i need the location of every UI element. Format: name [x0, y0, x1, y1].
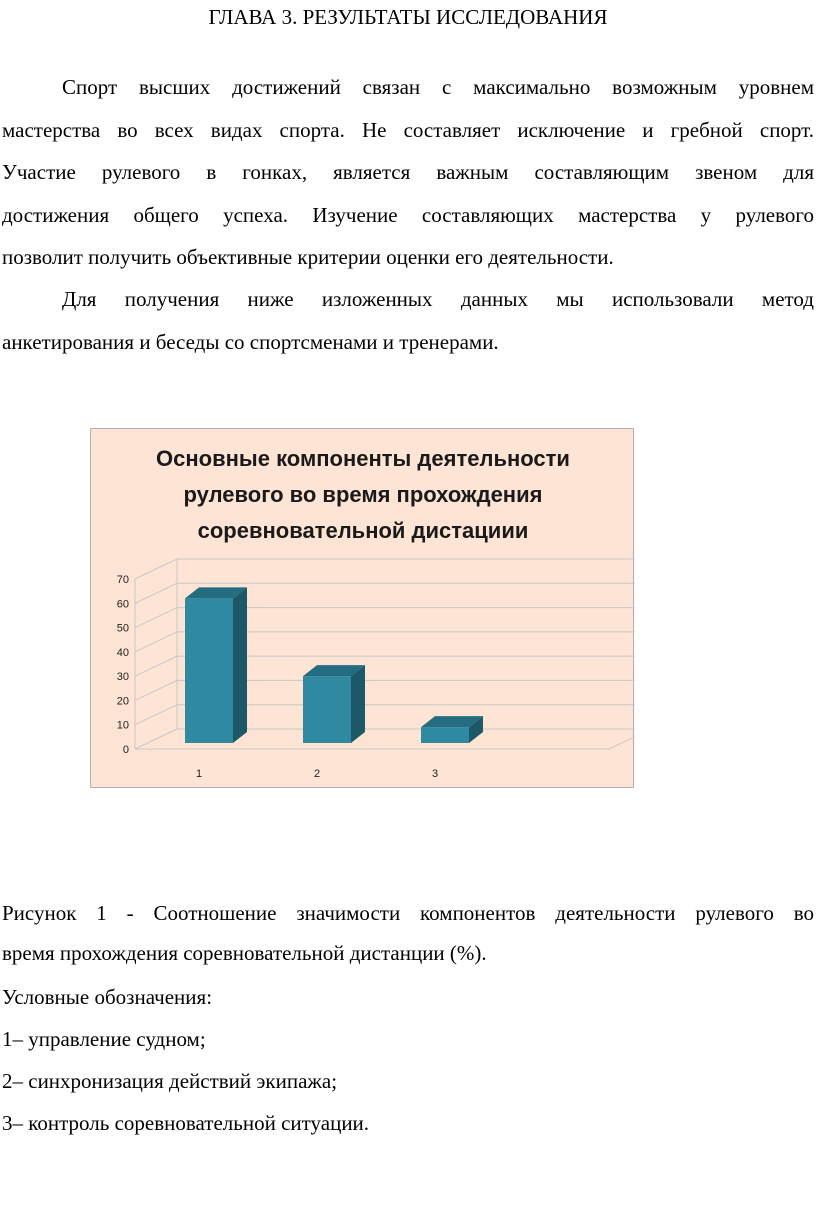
- paragraph-line: анкетирования и беседы со спортсменами и тренерами.: [2, 329, 499, 354]
- paragraph-line: достижения общего успеха. Изучение составляющих мастерства у рулевого: [2, 202, 814, 227]
- y-tick-label: 0: [122, 744, 129, 756]
- chapter-heading: ГЛАВА 3. РЕЗУЛЬТАТЫ ИССЛЕДОВАНИЯ: [208, 5, 608, 29]
- legend-title: Условные обозначения:: [2, 985, 213, 1009]
- y-tick-label: 70: [116, 574, 129, 586]
- chart-title-line: соревновательной дистациии: [197, 518, 529, 543]
- y-tick-label: 30: [116, 671, 129, 684]
- paragraph-line: мастерства во всех видах спорта. Не составляет исключение и гребной спорт.: [2, 117, 814, 142]
- bar-front: [421, 727, 469, 743]
- paragraph-line: Для получения ниже изложенных данных мы использовали метод: [62, 287, 814, 311]
- intro-paragraph: [2, 66, 814, 279]
- paragraph-line: позволит получить объективные критерии оценки его деятельности.: [2, 245, 614, 269]
- x-tick-label: 1: [195, 768, 203, 780]
- legend-item-3: 3– контроль соревновательной ситуации.: [2, 1111, 370, 1135]
- figure-caption-line2: время прохождения соревновательной дистанции (%).: [2, 941, 487, 965]
- bar-side: [233, 587, 247, 743]
- chart-plot-area: [91, 429, 635, 789]
- gridline: [135, 559, 635, 579]
- figure-caption-line1: Рисунок 1 - Соотношение значимости компонентов деятельности рулевого во: [2, 901, 814, 925]
- legend-item-1: 1– управление судном;: [2, 1027, 206, 1051]
- y-tick-label: 40: [116, 646, 129, 659]
- y-tick-label: 50: [116, 622, 129, 635]
- bar-chart: [90, 428, 634, 788]
- bar-front: [185, 598, 233, 743]
- method-paragraph: [2, 278, 814, 363]
- chart-title-line: Основные компоненты деятельности: [156, 446, 570, 471]
- y-tick-label: 60: [116, 598, 129, 611]
- legend-item-2: 2– синхронизация действий экипажа;: [2, 1069, 338, 1093]
- x-tick-label: 2: [313, 768, 321, 780]
- bar-front: [303, 676, 351, 743]
- paragraph-line: Участие рулевого в гонках, является важным составляющим звеном для: [2, 160, 814, 184]
- chart-title-line: рулевого во время прохождения: [183, 482, 543, 507]
- x-tick-label: 3: [431, 768, 439, 780]
- y-tick-label: 10: [116, 719, 129, 732]
- y-tick-label: 20: [116, 695, 129, 708]
- bar-side: [351, 665, 365, 743]
- paragraph-line: Спорт высших достижений связан с максимально возможным уровнем: [62, 75, 814, 99]
